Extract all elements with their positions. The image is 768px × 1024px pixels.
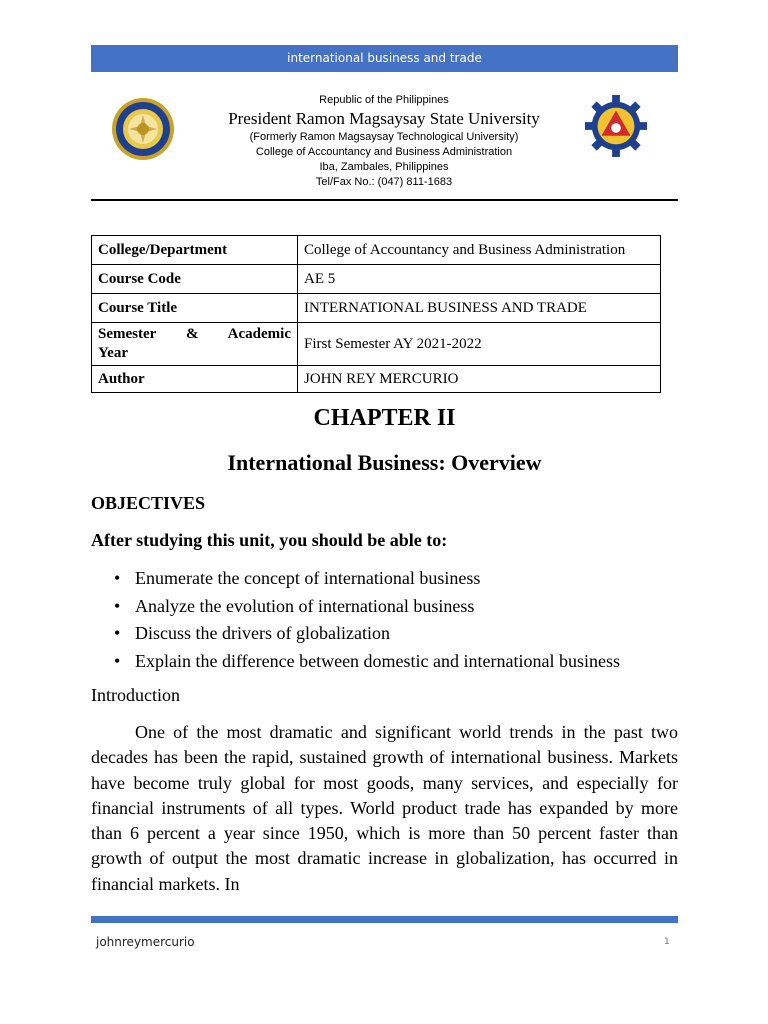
semester-label-line1: Semester & Academic — [98, 326, 291, 342]
course-info-value: College of Accountancy and Business Administration — [298, 236, 661, 265]
header-band: international business and trade — [91, 45, 678, 72]
list-item — [91, 565, 620, 593]
college-seal-icon — [585, 95, 647, 157]
course-info-label: Course Code — [92, 265, 298, 294]
course-info-label: College/Department — [92, 236, 298, 265]
bullet-icon: • — [114, 568, 121, 588]
course-info-label: Author — [92, 366, 298, 393]
bullet-icon: • — [114, 623, 121, 643]
table-row — [92, 294, 661, 323]
table-row — [92, 265, 661, 294]
course-info-table — [91, 235, 661, 393]
list-item — [91, 593, 620, 621]
letterhead-former-name: (Formerly Ramon Magsaysay Technological University) — [249, 131, 519, 143]
header-rule — [91, 199, 678, 201]
course-info-value: INTERNATIONAL BUSINESS AND TRADE — [298, 294, 661, 323]
page-number: 1 — [664, 937, 670, 947]
objective-text: Discuss the drivers of globalization — [135, 623, 390, 643]
letterhead-republic: Republic of the Philippines — [319, 94, 449, 106]
introduction-paragraph: One of the most dramatic and significant world trends in the past two decades has been the rapid, sustained growth of international business. Markets have become truly global for most goods, many services, and especially for financial instruments of all types. World product trade has expanded by more than 6 percent a year since 1950, which is more than 50 percent faster than growth of output the most dramatic increase in globalization, has occurred in financial markets. In — [91, 722, 678, 894]
list-item — [91, 648, 620, 676]
objectives-list — [91, 565, 620, 675]
footer-band — [91, 916, 678, 923]
semester-label-line2: Year — [98, 345, 128, 361]
university-name: President Ramon Magsaysay State University — [228, 109, 540, 128]
objective-text: Explain the difference between domestic and international business — [135, 650, 621, 671]
course-info-value: JOHN REY MERCURIO — [298, 366, 661, 393]
objective-text: Enumerate the concept of international business — [135, 568, 481, 588]
table-row — [92, 323, 661, 366]
table-row — [92, 236, 661, 265]
bullet-icon: • — [114, 595, 121, 616]
table-row — [92, 366, 661, 393]
list-item — [91, 620, 620, 648]
letterhead-address: Iba, Zambales, Philippines — [319, 161, 449, 173]
letterhead — [180, 93, 588, 190]
course-info-label — [92, 323, 298, 366]
objectives-heading: OBJECTIVES — [91, 493, 206, 513]
objective-text: Analyze the evolution of international business — [135, 595, 475, 616]
letterhead-phone: Tel/Fax No.: (047) 811-1683 — [315, 176, 453, 188]
objectives-lead: After studying this unit, you should be able to: — [91, 530, 448, 550]
bullet-icon: • — [114, 650, 121, 671]
footer-author: johnreymercurio — [96, 935, 195, 949]
letterhead-college: College of Accountancy and Business Administration — [255, 146, 513, 158]
course-info-value: AE 5 — [298, 265, 661, 294]
course-info-value: First Semester AY 2021-2022 — [298, 323, 661, 366]
chapter-title: CHAPTER II — [313, 405, 456, 431]
university-seal-icon — [111, 97, 175, 161]
chapter-subtitle: International Business: Overview — [227, 450, 542, 475]
introduction-heading: Introduction — [91, 685, 180, 705]
course-info-label: Course Title — [92, 294, 298, 323]
